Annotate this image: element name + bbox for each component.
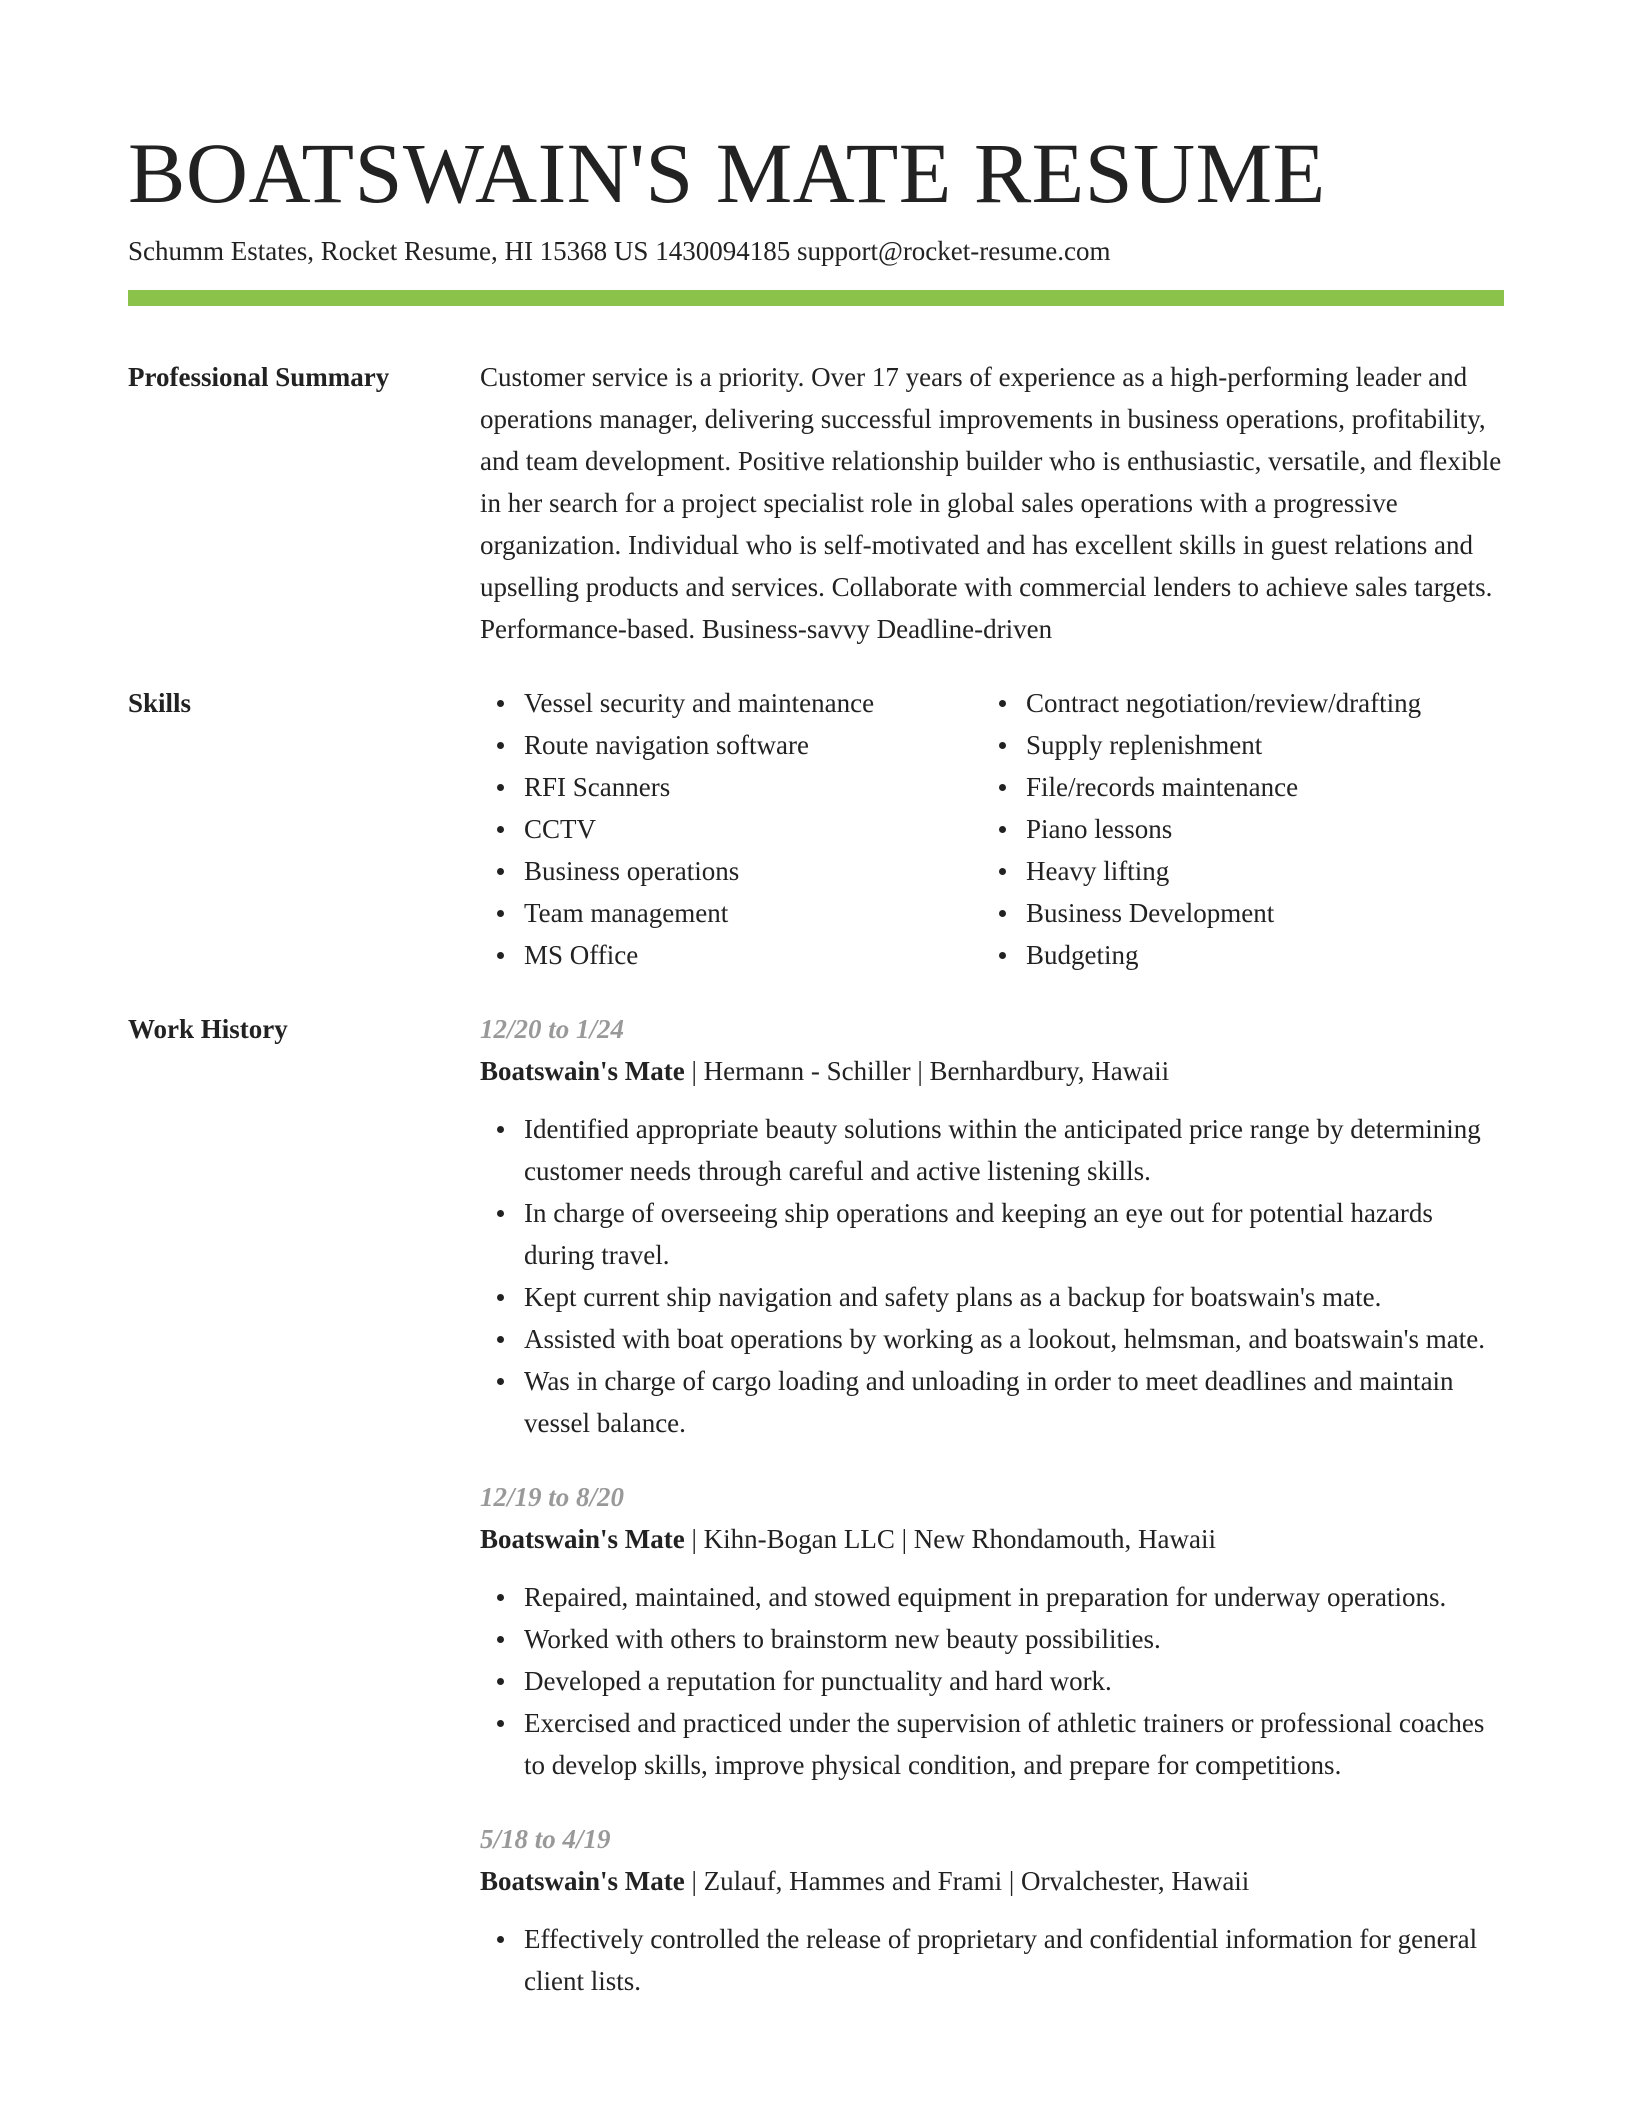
skill-item: Business operations — [524, 850, 1002, 892]
job-bullet: Effectively controlled the release of proprietary and confidential information for general client lists. — [524, 1918, 1504, 2002]
job-bullet: Was in charge of cargo loading and unloading in order to meet deadlines and maintain vessel balance. — [524, 1360, 1504, 1444]
job-location: New Rhondamouth, Hawaii — [913, 1524, 1216, 1554]
job-entry — [480, 1818, 1504, 2002]
skill-item: Route navigation software — [524, 724, 1002, 766]
job-entry — [480, 1476, 1504, 1786]
summary-section — [128, 356, 1504, 650]
skill-item: Supply replenishment — [1026, 724, 1504, 766]
job-dates: 12/19 to 8/20 — [480, 1482, 625, 1512]
job-bullet: Kept current ship navigation and safety plans as a backup for boatswain's mate. — [524, 1276, 1504, 1318]
resume-page — [128, 0, 1504, 2002]
skill-item: Heavy lifting — [1026, 850, 1504, 892]
job-bullet: Assisted with boat operations by working as a lookout, helmsman, and boatswain's mate. — [524, 1318, 1504, 1360]
job-bullet: Worked with others to brainstorm new beauty possibilities. — [524, 1618, 1504, 1660]
job-bullets — [480, 1108, 1504, 1444]
job-company: Zulauf, Hammes and Frami — [703, 1866, 1003, 1896]
skill-item: Team management — [524, 892, 1002, 934]
skill-item: CCTV — [524, 808, 1002, 850]
job-location: Orvalchester, Hawaii — [1021, 1866, 1250, 1896]
skill-item: MS Office — [524, 934, 1002, 976]
job-bullet: In charge of overseeing ship operations and keeping an eye out for potential hazards during travel. — [524, 1192, 1504, 1276]
skills-section — [128, 682, 1504, 976]
skill-item: Vessel security and maintenance — [524, 682, 1002, 724]
work-history-section — [128, 1008, 1504, 2002]
job-dates: 5/18 to 4/19 — [480, 1824, 611, 1854]
job-title: Boatswain's Mate — [480, 1866, 685, 1896]
contact-line: Schumm Estates, Rocket Resume, HI 15368 US 1430094185 support@rocket-resume.com — [128, 236, 1111, 266]
job-heading: Boatswain's Mate | Kihn-Bogan LLC | New Rhondamouth, Hawaii — [480, 1524, 1216, 1554]
skill-item: RFI Scanners — [524, 766, 1002, 808]
skill-item: Contract negotiation/review/drafting — [1026, 682, 1504, 724]
skills-body — [480, 682, 1504, 976]
job-bullets — [480, 1918, 1504, 2002]
summary-text: Customer service is a priority. Over 17 years of experience as a high-performing leader and operations manager, delivering successful improvements in business operations, profitability, and team development. Positive relationship builder who is enthusiastic, versatile, and flexible in her search for a project specialist role in global sales operations with a progressive organization. Individual who is self-motivated and has excellent skills in guest relations and upselling products and services. Collaborate with commercial lenders to achieve sales targets. Performance-based. Business-savvy Deadline-driven — [480, 362, 1502, 644]
job-bullets — [480, 1576, 1504, 1786]
section-label-skills: Skills — [128, 688, 192, 718]
job-location: Bernhardbury, Hawaii — [929, 1056, 1170, 1086]
job-company: Hermann - Schiller — [703, 1056, 911, 1086]
job-heading: Boatswain's Mate | Hermann - Schiller | Bernhardbury, Hawaii — [480, 1056, 1170, 1086]
header-divider — [128, 290, 1504, 306]
skills-columns — [480, 682, 1504, 976]
job-heading: Boatswain's Mate | Zulauf, Hammes and Frami | Orvalchester, Hawaii — [480, 1866, 1250, 1896]
job-bullet: Repaired, maintained, and stowed equipment in preparation for underway operations. — [524, 1576, 1504, 1618]
job-title: Boatswain's Mate — [480, 1524, 685, 1554]
job-bullet: Developed a reputation for punctuality and hard work. — [524, 1660, 1504, 1702]
job-dates: 12/20 to 1/24 — [480, 1014, 625, 1044]
work-history-body — [480, 1008, 1504, 2002]
job-bullet: Identified appropriate beauty solutions within the anticipated price range by determining customer needs through careful and active listening skills. — [524, 1108, 1504, 1192]
job-title: Boatswain's Mate — [480, 1056, 685, 1086]
skill-item: Piano lessons — [1026, 808, 1504, 850]
resume-title: BOATSWAIN'S MATE RESUME — [128, 125, 1326, 221]
skills-list-right — [982, 682, 1504, 976]
skill-item: Budgeting — [1026, 934, 1504, 976]
job-bullet: Exercised and practiced under the supervision of athletic trainers or professional coaches to develop skills, improve physical condition, and prepare for competitions. — [524, 1702, 1504, 1786]
job-company: Kihn-Bogan LLC — [703, 1524, 895, 1554]
skill-item: File/records maintenance — [1026, 766, 1504, 808]
section-label-summary: Professional Summary — [128, 362, 390, 392]
skill-item: Business Development — [1026, 892, 1504, 934]
skills-list-left — [480, 682, 1002, 976]
section-label-work-history: Work History — [128, 1014, 288, 1044]
job-entry — [480, 1008, 1504, 1444]
